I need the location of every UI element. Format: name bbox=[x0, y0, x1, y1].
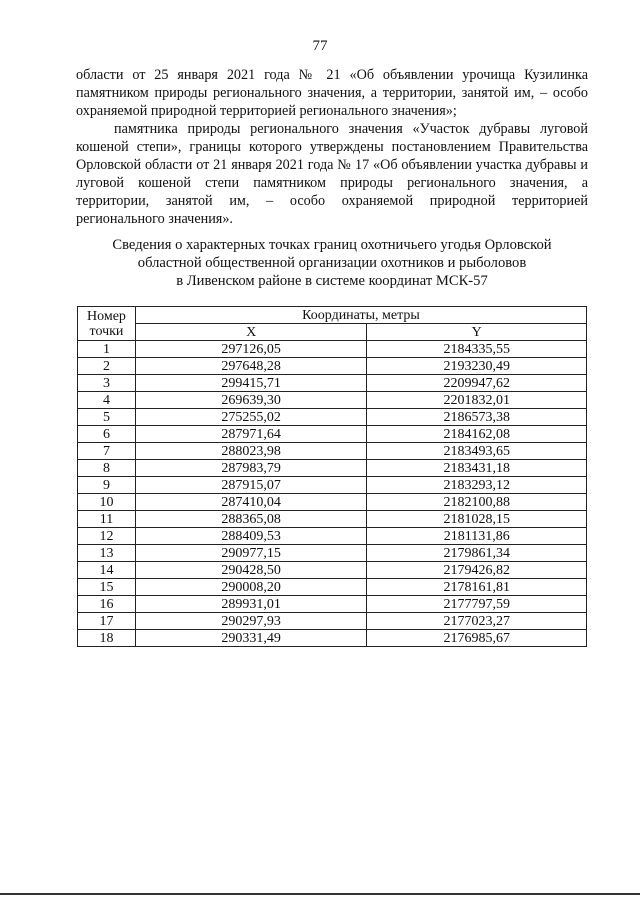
y-coordinate-cell: 2193230,49 bbox=[367, 358, 587, 375]
heading-line-3: в Ливенском районе в системе координат МСК-57 bbox=[176, 273, 488, 289]
y-coordinate-cell: 2182100,88 bbox=[367, 494, 587, 511]
x-coordinate-cell: 287971,64 bbox=[135, 426, 366, 443]
y-coordinate-cell: 2186573,38 bbox=[367, 409, 587, 426]
table-row bbox=[78, 596, 587, 613]
table-subheader-row bbox=[78, 324, 587, 341]
table-row bbox=[78, 477, 587, 494]
point-number-cell: 10 bbox=[78, 494, 136, 511]
x-coordinate-cell: 299415,71 bbox=[135, 375, 366, 392]
coordinates-header: Координаты, метры bbox=[135, 307, 586, 324]
point-number-cell: 5 bbox=[78, 409, 136, 426]
point-number-cell: 1 bbox=[78, 341, 136, 358]
x-coordinate-cell: 297126,05 bbox=[135, 341, 366, 358]
table-row bbox=[78, 426, 587, 443]
table-row bbox=[78, 494, 587, 511]
x-coordinate-cell: 288365,08 bbox=[135, 511, 366, 528]
x-coordinate-cell: 290428,50 bbox=[135, 562, 366, 579]
y-coordinate-cell: 2176985,67 bbox=[367, 630, 587, 647]
point-number-cell: 4 bbox=[78, 392, 136, 409]
table-row bbox=[78, 341, 587, 358]
x-coordinate-cell: 290977,15 bbox=[135, 545, 366, 562]
x-coordinate-cell: 288409,53 bbox=[135, 528, 366, 545]
x-coordinate-cell: 287983,79 bbox=[135, 460, 366, 477]
table-row bbox=[78, 630, 587, 647]
y-coordinate-cell: 2181131,86 bbox=[367, 528, 587, 545]
table-row bbox=[78, 409, 587, 426]
point-number-cell: 16 bbox=[78, 596, 136, 613]
table-body bbox=[78, 341, 587, 647]
y-coordinate-cell: 2177023,27 bbox=[367, 613, 587, 630]
heading-line-2: областной общественной организации охотников и рыболовов bbox=[137, 255, 527, 271]
table-row bbox=[78, 358, 587, 375]
coordinates-table bbox=[77, 306, 587, 647]
x-coordinate-cell: 290008,20 bbox=[135, 579, 366, 596]
table-row bbox=[78, 562, 587, 579]
page-number: 77 bbox=[312, 38, 328, 54]
table-row bbox=[78, 579, 587, 596]
y-coordinate-cell: 2201832,01 bbox=[367, 392, 587, 409]
point-number-cell: 12 bbox=[78, 528, 136, 545]
y-column-header: Y bbox=[367, 324, 587, 341]
point-number-cell: 3 bbox=[78, 375, 136, 392]
table-row bbox=[78, 528, 587, 545]
table-row bbox=[78, 613, 587, 630]
y-coordinate-cell: 2209947,62 bbox=[367, 375, 587, 392]
y-coordinate-cell: 2181028,15 bbox=[367, 511, 587, 528]
x-coordinate-cell: 297648,28 bbox=[135, 358, 366, 375]
x-coordinate-cell: 269639,30 bbox=[135, 392, 366, 409]
point-number-cell: 7 bbox=[78, 443, 136, 460]
x-coordinate-cell: 290297,93 bbox=[135, 613, 366, 630]
y-coordinate-cell: 2178161,81 bbox=[367, 579, 587, 596]
paragraph-2: памятника природы регионального значения «Участок дубравы луговой кошеной степи», границы которого утверждены постановлением Правительства Орловской области от 21 января 2021 года № 17 «Об объявлении участка дубравы и луговой кошеной степи памятником природы регионального значения, а территории, занятой им, – особо охраняемой природной территорией регионального значения». bbox=[76, 121, 588, 227]
point-number-header-line-1: Номер bbox=[87, 308, 126, 324]
x-coordinate-cell: 287915,07 bbox=[135, 477, 366, 494]
point-number-cell: 6 bbox=[78, 426, 136, 443]
table-heading bbox=[76, 236, 588, 290]
x-coordinate-cell: 275255,02 bbox=[135, 409, 366, 426]
y-coordinate-cell: 2183431,18 bbox=[367, 460, 587, 477]
point-number-cell: 14 bbox=[78, 562, 136, 579]
table-row bbox=[78, 375, 587, 392]
point-number-header-line-2: точки bbox=[89, 323, 124, 339]
bottom-border-line bbox=[0, 893, 640, 895]
heading-line-1: Сведения о характерных точках границ охотничьего угодья Орловской bbox=[112, 237, 552, 253]
table-row bbox=[78, 511, 587, 528]
x-coordinate-cell: 287410,04 bbox=[135, 494, 366, 511]
table-row bbox=[78, 545, 587, 562]
point-number-cell: 15 bbox=[78, 579, 136, 596]
x-column-header: X bbox=[135, 324, 366, 341]
x-coordinate-cell: 290331,49 bbox=[135, 630, 366, 647]
x-coordinate-cell: 288023,98 bbox=[135, 443, 366, 460]
paragraph-1: области от 25 января 2021 года № 21 «Об объявлении урочища Кузилинка памятником природы регионального значения, а территории, занятой им, – особо охраняемой природной территорией регионального значения»; bbox=[76, 67, 588, 119]
y-coordinate-cell: 2179426,82 bbox=[367, 562, 587, 579]
point-number-cell: 9 bbox=[78, 477, 136, 494]
table-row bbox=[78, 460, 587, 477]
point-number-cell: 8 bbox=[78, 460, 136, 477]
y-coordinate-cell: 2184335,55 bbox=[367, 341, 587, 358]
point-number-cell: 13 bbox=[78, 545, 136, 562]
point-number-header bbox=[78, 307, 136, 341]
x-coordinate-cell: 289931,01 bbox=[135, 596, 366, 613]
table-row bbox=[78, 443, 587, 460]
point-number-cell: 17 bbox=[78, 613, 136, 630]
point-number-cell: 18 bbox=[78, 630, 136, 647]
table-header-row bbox=[78, 307, 587, 324]
y-coordinate-cell: 2177797,59 bbox=[367, 596, 587, 613]
point-number-cell: 2 bbox=[78, 358, 136, 375]
y-coordinate-cell: 2183493,65 bbox=[367, 443, 587, 460]
y-coordinate-cell: 2183293,12 bbox=[367, 477, 587, 494]
y-coordinate-cell: 2179861,34 bbox=[367, 545, 587, 562]
y-coordinate-cell: 2184162,08 bbox=[367, 426, 587, 443]
point-number-cell: 11 bbox=[78, 511, 136, 528]
table-row bbox=[78, 392, 587, 409]
